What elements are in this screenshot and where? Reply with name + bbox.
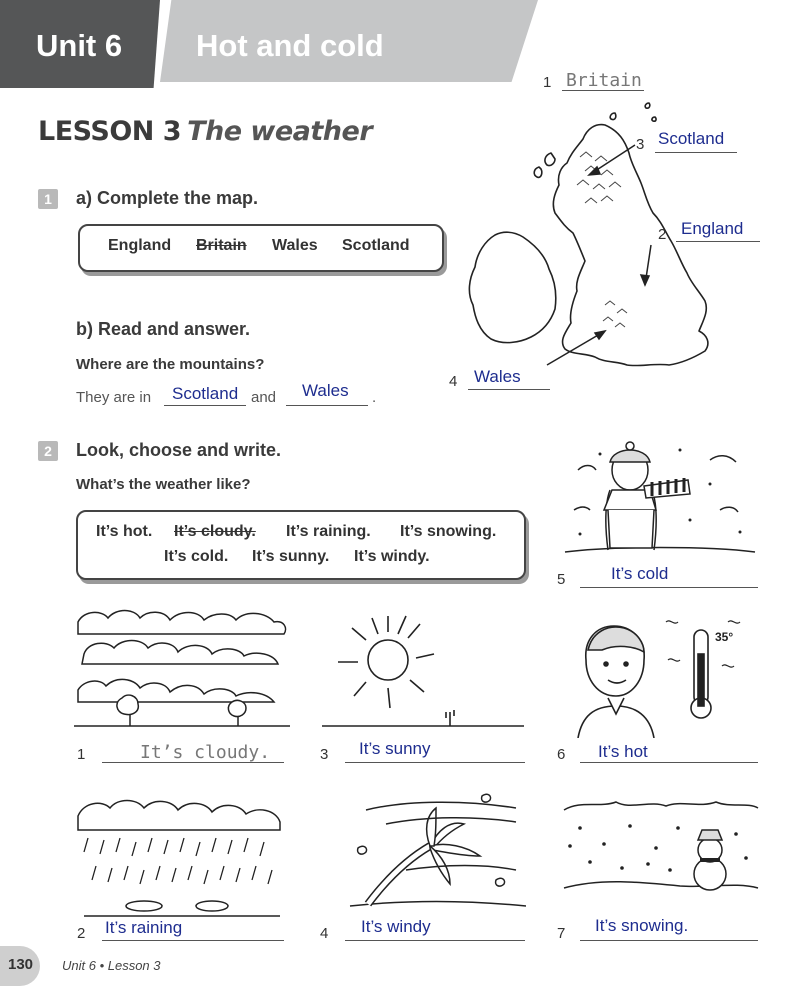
exercise-2-badge: 2 (38, 441, 58, 461)
answer-line (345, 762, 525, 763)
footer-text: Unit 6 • Lesson 3 (62, 958, 161, 973)
answer-wales: Wales (302, 381, 349, 400)
answer-line (580, 587, 758, 588)
answer-line (580, 940, 758, 941)
answer-prefix: They are in (76, 389, 152, 406)
map-answer-britain: Britain (566, 70, 642, 91)
word-bank-item-crossed: Britain (196, 237, 247, 254)
rain-icon (74, 794, 284, 922)
britain-map-icon (455, 95, 775, 410)
answer-line (164, 405, 246, 406)
answer-join: and (251, 389, 277, 406)
word-bank-item: Scotland (342, 237, 410, 254)
exercise-1-badge: 1 (38, 189, 58, 209)
answer-scotland: Scotland (172, 384, 239, 403)
item-answer: It’s cloudy. (140, 742, 271, 763)
answer-line (580, 762, 758, 763)
item-answer: It’s hot (598, 742, 648, 761)
phrase-bank-item: It’s raining. (286, 523, 371, 540)
map-label-number: 2 (658, 226, 667, 243)
map-answer-wales: Wales (474, 367, 521, 386)
item-number: 7 (557, 925, 566, 942)
item-answer: It’s windy (361, 917, 431, 936)
word-bank-item: Wales (272, 237, 318, 254)
exercise-2-title: Look, choose and write. (76, 440, 282, 460)
item-number: 3 (320, 746, 329, 763)
item-number: 6 (557, 746, 566, 763)
windy-palm-icon (346, 790, 526, 912)
phrase-bank-box (76, 510, 526, 580)
answer-line (286, 405, 368, 406)
page-number: 130 (8, 956, 34, 973)
map-label-number: 1 (543, 74, 552, 91)
item-answer: It’s raining (105, 918, 183, 937)
map-answer-scotland: Scotland (658, 129, 725, 148)
exercise-1b-question: Where are the mountains? (76, 356, 265, 373)
lesson-label: LESSON 3 (38, 116, 182, 147)
exercise-1a-title: a) Complete the map. (76, 188, 259, 208)
answer-line (676, 241, 760, 242)
hot-man-icon (572, 614, 762, 738)
item-number: 5 (557, 571, 566, 588)
item-answer: It’s sunny (359, 739, 431, 758)
map-label-number: 4 (449, 373, 458, 390)
map-label-number: 3 (636, 136, 645, 153)
thermometer-label: 35° (715, 630, 734, 644)
word-bank-item: England (108, 237, 172, 254)
phrase-bank-item: It’s windy. (354, 548, 430, 565)
map-answer-england: England (681, 219, 744, 238)
answer-line (655, 152, 737, 153)
item-number: 4 (320, 925, 329, 942)
unit-label: Unit 6 (36, 28, 123, 63)
lesson-subtitle: The weather (187, 116, 373, 147)
word-bank-box (78, 224, 444, 272)
phrase-bank-item: It’s snowing. (400, 523, 497, 540)
clouds-icon (74, 606, 290, 736)
exercise-1b-title: b) Read and answer. (76, 319, 251, 339)
answer-line (345, 940, 525, 941)
sun-icon (318, 608, 524, 736)
phrase-bank-item-crossed: It’s cloudy. (174, 523, 256, 540)
snowman-icon (560, 798, 760, 910)
answer-line (102, 940, 284, 941)
answer-end: . (372, 389, 377, 406)
lesson-title (38, 116, 372, 147)
phrase-bank-item: It’s hot. (96, 523, 153, 540)
item-number: 2 (77, 925, 86, 942)
phrase-bank-item: It’s sunny. (252, 548, 330, 565)
answer-line (468, 389, 550, 390)
item-answer: It’s cold (611, 564, 669, 583)
unit-title: Hot and cold (196, 28, 384, 63)
item-number: 1 (77, 746, 86, 763)
item-answer: It’s snowing. (595, 916, 689, 935)
phrase-bank-item: It’s cold. (164, 548, 229, 565)
cold-person-icon (560, 440, 760, 560)
exercise-2-question: What’s the weather like? (76, 476, 251, 493)
